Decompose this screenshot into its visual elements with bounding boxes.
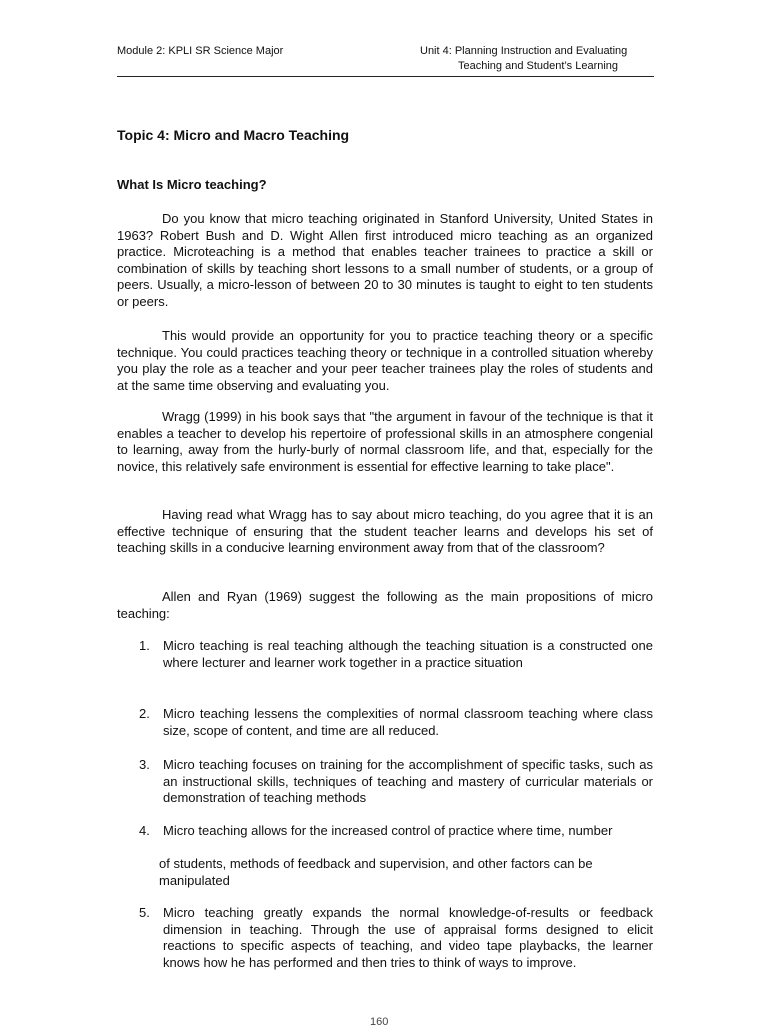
paragraph-text: Wragg (1999) in his book says that "the argument in favour of the technique is that it enables a teacher to develop his repertoire of professional skills in an atmosphere congenial to learning, away from the hurly-burly of normal classroom life, and that, especially for the novice, this relatively safe environment is essential for effective learning to take place". <box>117 409 653 474</box>
list-number: 5. <box>139 905 150 920</box>
paragraph-5 <box>117 589 653 622</box>
page-header <box>117 44 654 77</box>
header-module: Module 2: KPLI SR Science Major <box>117 45 284 57</box>
paragraph-1 <box>117 211 653 310</box>
list-number: 4. <box>139 823 150 838</box>
list-number: 3. <box>139 757 150 772</box>
list-text: Micro teaching allows for the increased control of practice where time, number <box>163 823 613 838</box>
list-text: Micro teaching focuses on training for the accomplishment of specific tasks, such as an instructional skills, techniques of teaching and mastery of curricular materials or demonstration of teaching methods <box>163 757 653 805</box>
page-number: 160 <box>370 1016 389 1028</box>
paragraph-3 <box>117 409 653 475</box>
list-text: Micro teaching is real teaching although the teaching situation is a constructed one where lecturer and learner work together in a practice situation <box>163 638 653 670</box>
header-unit <box>420 44 660 74</box>
list-number: 2. <box>139 706 150 721</box>
header-unit-line2: Teaching and Student’s Learning <box>458 60 619 72</box>
paragraph-4 <box>117 507 653 557</box>
paragraph-text: Allen and Ryan (1969) suggest the following as the main propositions of micro teaching: <box>117 589 653 621</box>
header-unit-line1: Unit 4: Planning Instruction and Evaluating <box>420 45 628 57</box>
paragraph-text: Do you know that micro teaching originated in Stanford University, United States in 1963? Robert Bush and D. Wight Allen first introduced micro teaching as an organized practice. Microteaching is a method that enables teacher trainees to practice a skill or combination of skills by teaching short lessons to a small number of students, or a group of peers. Usually, a micro-lesson of between 20 to 30 minutes is taught to eight to ten students or peers. <box>117 211 653 309</box>
list-text: Micro teaching lessens the complexities of normal classroom teaching where class size, scope of content, and time are all reduced. <box>163 706 653 738</box>
paragraph-text: This would provide an opportunity for you to practice teaching theory or a specific technique. You could practices teaching theory or technique in a controlled situation whereby you play the role as a teacher and your peer teacher trainees play the roles of students and at the same time observing and evaluating you. <box>117 328 653 393</box>
paragraph-2 <box>117 328 653 394</box>
list-text: Micro teaching greatly expands the normal knowledge-of-results or feedback dimension in teaching. Through the use of appraisal forms designed to elicit reactions to specific aspects of teaching, and video tape playbacks, the learner knows how he has performed and then tries to think of ways to improve. <box>163 905 653 970</box>
topic-title: Topic 4: Micro and Macro Teaching <box>117 127 350 143</box>
list-text-continued: of students, methods of feedback and supervision, and other factors can be manipulated <box>159 856 593 888</box>
list-number: 1. <box>139 638 150 653</box>
paragraph-text: Having read what Wragg has to say about micro teaching, do you agree that it is an effective technique of ensuring that the student teacher learns and develops his set of teaching skills in a conducive learning environment away from that of the classroom? <box>117 507 653 555</box>
section-heading: What Is Micro teaching? <box>117 177 267 192</box>
